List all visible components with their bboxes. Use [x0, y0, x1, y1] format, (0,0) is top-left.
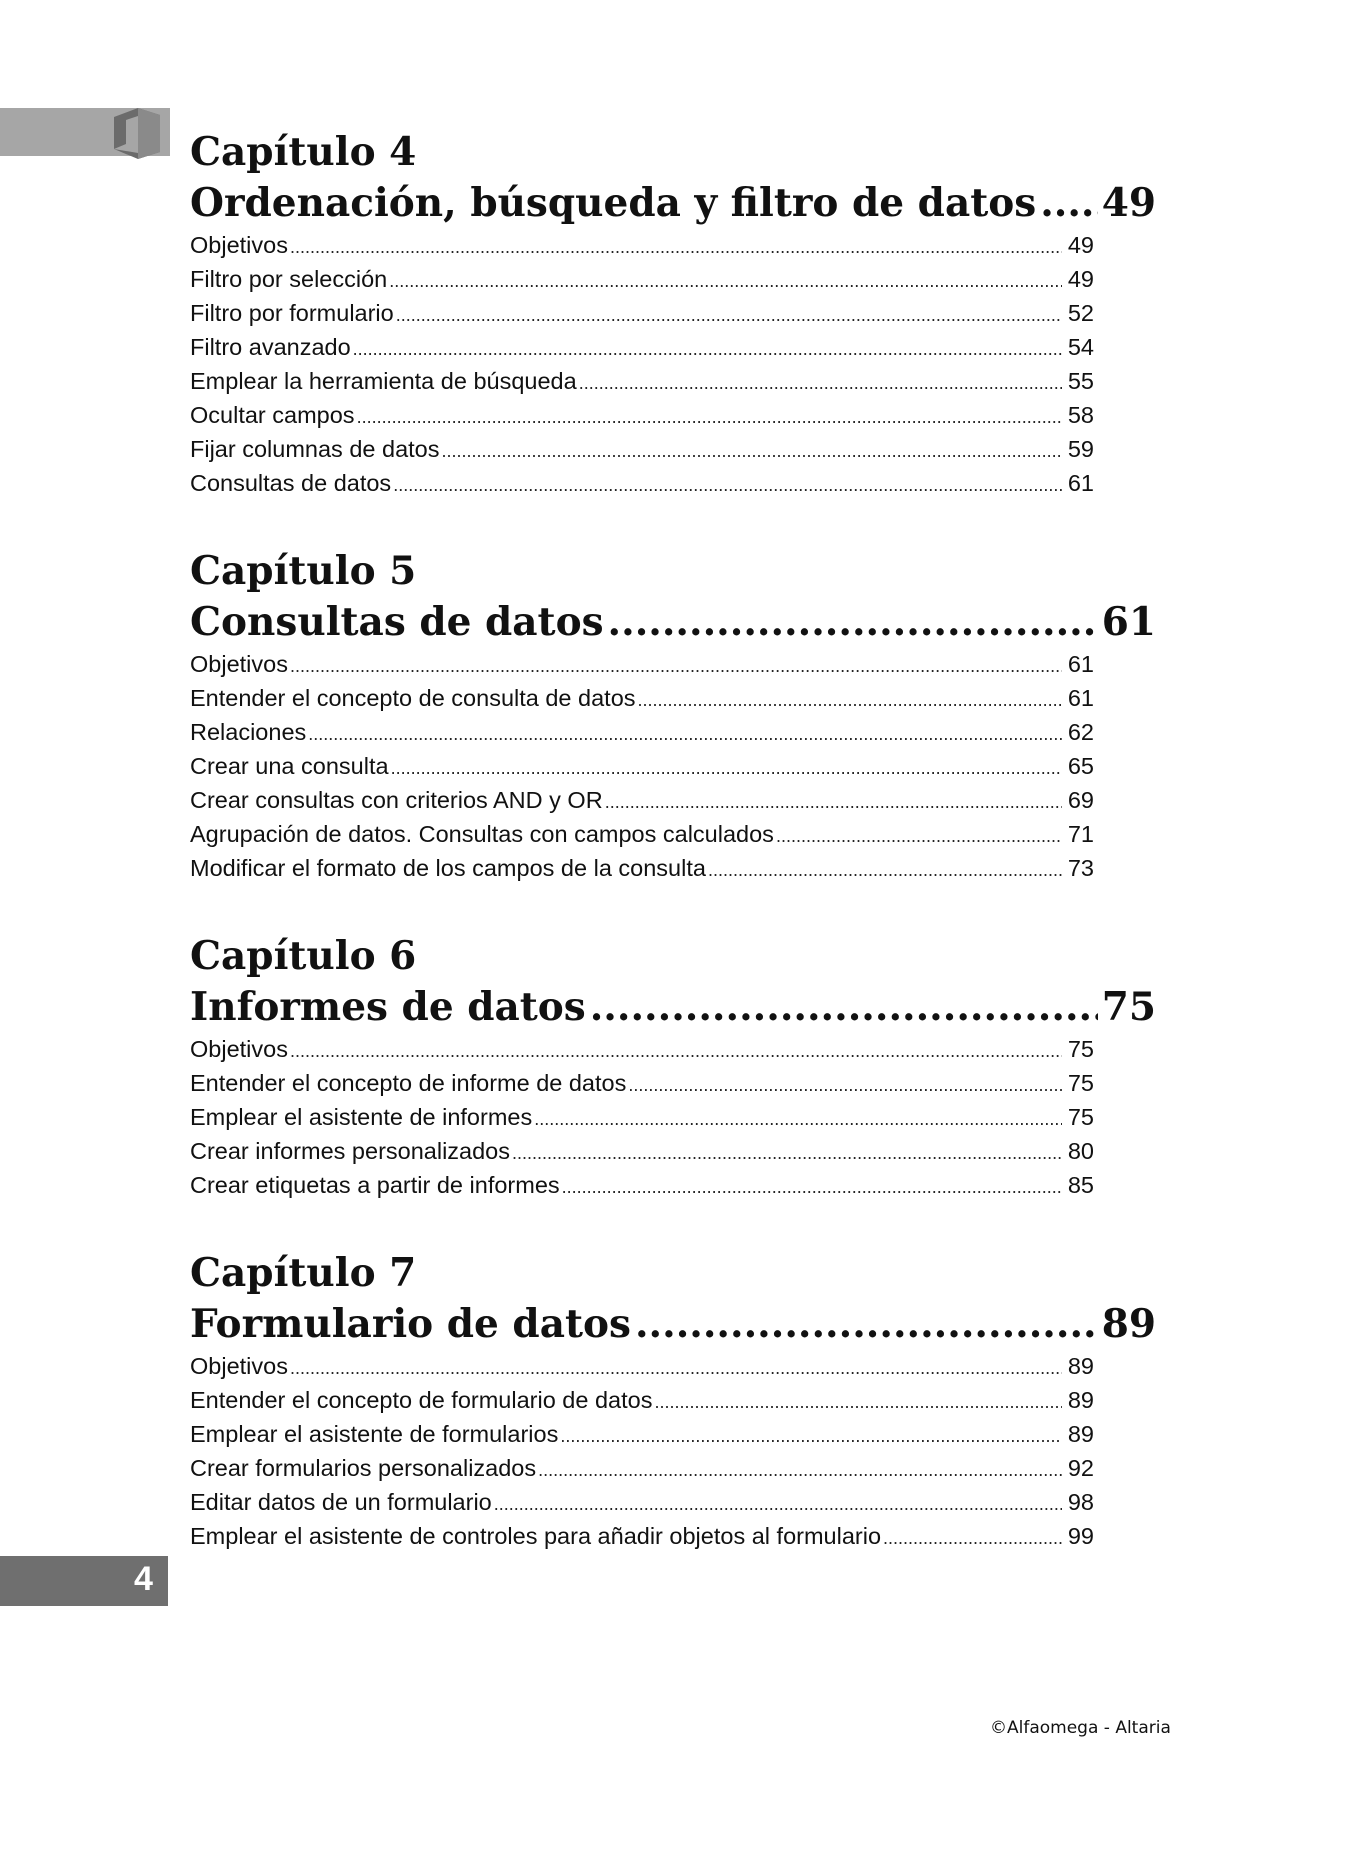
leader-dots	[393, 469, 1062, 501]
leader-dots	[608, 596, 1098, 648]
toc-entry[interactable]	[190, 1033, 1094, 1067]
toc-entry-title: Objetivos	[190, 232, 288, 258]
leader-dots	[357, 401, 1062, 433]
chapter-title-link[interactable]	[190, 1298, 1156, 1350]
toc-entry-title: Entender el concepto de formulario de datos	[190, 1387, 653, 1413]
toc-entry-page: 65	[1067, 753, 1094, 779]
leader-dots	[389, 265, 1062, 297]
toc-entry-page: 59	[1067, 436, 1094, 462]
toc-entry[interactable]	[190, 297, 1094, 331]
toc-entry-page: 89	[1067, 1353, 1094, 1379]
toc-entry-page: 52	[1067, 300, 1094, 326]
toc-entry[interactable]	[190, 852, 1094, 886]
toc-entry-title: Crear formularios personalizados	[190, 1455, 537, 1481]
leader-dots	[562, 1171, 1062, 1203]
toc-entry[interactable]	[190, 365, 1094, 399]
leader-dots	[290, 1035, 1062, 1067]
toc-entry-title: Agrupación de datos. Consultas con campos calculados	[190, 821, 774, 847]
toc-entry-page: 58	[1067, 402, 1094, 428]
toc-entry[interactable]	[190, 229, 1094, 263]
toc-entry-title: Objetivos	[190, 1353, 288, 1379]
chapter-label: Capítulo 5	[190, 548, 417, 594]
leader-dots	[391, 752, 1062, 784]
leader-dots	[605, 786, 1062, 818]
toc-entry-title: Emplear el asistente de controles para añadir objetos al formulario	[190, 1523, 882, 1549]
toc-entry-page: 69	[1067, 787, 1094, 813]
toc-entry-title: Emplear el asistente de informes	[190, 1104, 533, 1130]
toc-entry-page: 75	[1067, 1070, 1094, 1096]
leader-dots	[883, 1522, 1062, 1554]
chapter-title: Formulario de datos	[190, 1301, 631, 1347]
chapter-page-number: 61	[1101, 599, 1156, 645]
toc-entry-page: 61	[1067, 685, 1094, 711]
toc-entry-page: 73	[1067, 855, 1094, 881]
toc-entry[interactable]	[190, 331, 1094, 365]
chapter-page-number: 89	[1101, 1301, 1156, 1347]
leader-dots	[396, 299, 1062, 331]
toc-entry-page: 54	[1067, 334, 1094, 360]
toc-entry[interactable]	[190, 1520, 1094, 1554]
toc-entry-title: Filtro por formulario	[190, 300, 394, 326]
chapter-label: Capítulo 6	[190, 933, 417, 979]
leader-dots	[628, 1069, 1062, 1101]
toc-entry-page: 75	[1067, 1036, 1094, 1062]
chapter-title: Ordenación, búsqueda y filtro de datos	[190, 180, 1037, 226]
leader-dots	[441, 435, 1062, 467]
toc-entry[interactable]	[190, 750, 1094, 784]
toc-entry-page: 89	[1067, 1387, 1094, 1413]
toc-entry-title: Fijar columnas de datos	[190, 436, 440, 462]
leader-dots	[590, 981, 1098, 1033]
chapter-section	[190, 127, 1156, 501]
leader-dots	[290, 231, 1062, 263]
toc-entry[interactable]	[190, 433, 1094, 467]
toc-entry[interactable]	[190, 1452, 1094, 1486]
toc-entry[interactable]	[190, 648, 1094, 682]
toc-entry[interactable]	[190, 1486, 1094, 1520]
chapter-section	[190, 546, 1156, 886]
toc-entry-title: Entender el concepto de consulta de datos	[190, 685, 636, 711]
chapter-title-link[interactable]	[190, 981, 1156, 1033]
leader-dots	[308, 718, 1062, 750]
toc-entry-page: 85	[1067, 1172, 1094, 1198]
chapter-page-number: 49	[1101, 180, 1156, 226]
leader-dots	[353, 333, 1062, 365]
chapter-title: Informes de datos	[190, 984, 586, 1030]
leader-dots	[290, 650, 1062, 682]
table-of-contents	[190, 127, 1156, 1599]
leader-dots	[512, 1137, 1062, 1169]
leader-dots	[654, 1386, 1062, 1418]
toc-entry-page: 61	[1067, 651, 1094, 677]
toc-entry-page: 89	[1067, 1421, 1094, 1447]
office-logo-icon	[108, 106, 166, 160]
toc-entry-page: 80	[1067, 1138, 1094, 1164]
toc-entry-title: Objetivos	[190, 651, 288, 677]
leader-dots	[534, 1103, 1062, 1135]
toc-entry-page: 99	[1067, 1523, 1094, 1549]
chapter-section	[190, 931, 1156, 1203]
toc-entry-page: 61	[1067, 470, 1094, 496]
chapter-label: Capítulo 4	[190, 129, 417, 175]
toc-entry[interactable]	[190, 818, 1094, 852]
toc-entry-title: Objetivos	[190, 1036, 288, 1062]
leader-dots	[494, 1488, 1062, 1520]
toc-entry-page: 71	[1067, 821, 1094, 847]
chapter-title: Consultas de datos	[190, 599, 604, 645]
toc-entry-title: Crear una consulta	[190, 753, 389, 779]
copyright-footer: ©Alfaomega - Altaria	[990, 1718, 1171, 1738]
toc-entry-page: 75	[1067, 1104, 1094, 1130]
toc-entry-page: 92	[1067, 1455, 1094, 1481]
toc-entry-title: Crear informes personalizados	[190, 1138, 511, 1164]
toc-entry-title: Modificar el formato de los campos de la consulta	[190, 855, 706, 881]
toc-entry[interactable]	[190, 1169, 1094, 1203]
toc-entry-page: 49	[1067, 232, 1094, 258]
toc-entry-page: 49	[1067, 266, 1094, 292]
leader-dots	[708, 854, 1062, 886]
leader-dots	[776, 820, 1062, 852]
leader-dots	[538, 1454, 1062, 1486]
toc-entry[interactable]	[190, 1101, 1094, 1135]
toc-entry-page: 55	[1067, 368, 1094, 394]
toc-entry-title: Crear consultas con criterios AND y OR	[190, 787, 603, 813]
leader-dots	[635, 1298, 1098, 1350]
chapter-title-link[interactable]	[190, 177, 1156, 229]
toc-entry[interactable]	[190, 399, 1094, 433]
chapter-section	[190, 1248, 1156, 1554]
toc-entry[interactable]	[190, 1384, 1094, 1418]
toc-entry[interactable]	[190, 682, 1094, 716]
toc-entry-title: Crear etiquetas a partir de informes	[190, 1172, 560, 1198]
toc-entry-title: Entender el concepto de informe de datos	[190, 1070, 627, 1096]
toc-entry[interactable]	[190, 1067, 1094, 1101]
toc-entry-page: 98	[1067, 1489, 1094, 1515]
toc-entry-title: Ocultar campos	[190, 402, 355, 428]
leader-dots	[579, 367, 1062, 399]
leader-dots	[560, 1420, 1062, 1452]
toc-entry-page: 62	[1067, 719, 1094, 745]
chapter-label: Capítulo 7	[190, 1250, 417, 1296]
toc-entry[interactable]	[190, 1418, 1094, 1452]
leader-dots	[1040, 177, 1098, 229]
toc-entry[interactable]	[190, 263, 1094, 297]
toc-entry[interactable]	[190, 784, 1094, 818]
chapter-page-number: 75	[1101, 984, 1156, 1030]
leader-dots	[638, 684, 1062, 716]
leader-dots	[290, 1352, 1062, 1384]
toc-entry[interactable]	[190, 1135, 1094, 1169]
toc-entry-title: Filtro por selección	[190, 266, 388, 292]
chapter-title-link[interactable]	[190, 596, 1156, 648]
toc-entry-title: Editar datos de un formulario	[190, 1489, 492, 1515]
toc-entry-title: Consultas de datos	[190, 470, 392, 496]
toc-entry[interactable]	[190, 467, 1094, 501]
toc-entry-title: Filtro avanzado	[190, 334, 351, 360]
toc-entry[interactable]	[190, 716, 1094, 750]
toc-entry-title: Relaciones	[190, 719, 307, 745]
page-number: 4	[134, 1560, 153, 1598]
toc-entry[interactable]	[190, 1350, 1094, 1384]
toc-entry-title: Emplear la herramienta de búsqueda	[190, 368, 577, 394]
toc-entry-title: Emplear el asistente de formularios	[190, 1421, 559, 1447]
